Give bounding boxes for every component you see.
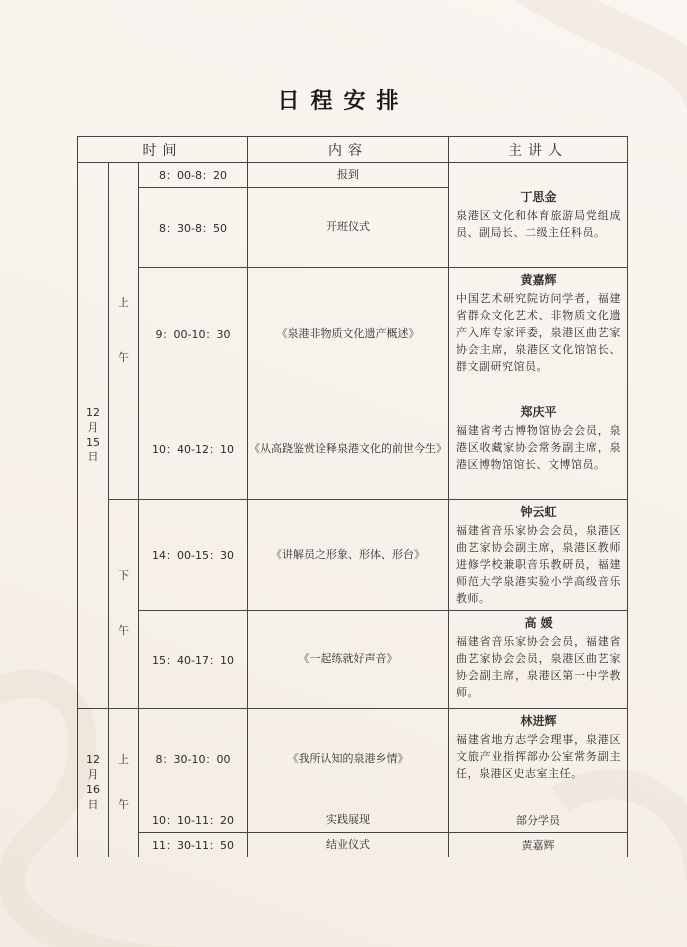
- speaker-cell: 黄嘉辉: [449, 833, 628, 857]
- content-cell: 结业仪式: [248, 833, 449, 857]
- speaker-name: 钟云虹: [520, 505, 557, 519]
- content-cell: 《一起练就好声音》: [248, 611, 449, 709]
- speaker-name: 高 媛: [524, 616, 553, 630]
- table-row: [78, 500, 628, 611]
- time-cell: 14：00-15：30: [139, 500, 248, 611]
- table-row: [78, 809, 628, 833]
- speaker-name: 丁思金: [520, 190, 557, 204]
- speaker-name: 林进辉: [520, 714, 557, 728]
- speaker-cell: [449, 709, 628, 809]
- table-row: [78, 163, 628, 188]
- page-title: 日程安排: [277, 88, 410, 114]
- speaker-bio: 泉港区文化和体育旅游局党组成员、副局长、二级主任科员。: [456, 209, 622, 239]
- period-label-afternoon: 下 午: [109, 500, 139, 709]
- speaker-cell: [449, 611, 628, 709]
- header-speaker: 主讲人: [449, 137, 628, 163]
- schedule-table: [77, 136, 628, 857]
- speaker-cell: [449, 268, 628, 400]
- time-cell: 10：10-11：20: [139, 809, 248, 833]
- table-row: [78, 709, 628, 809]
- content-cell: 《我所认知的泉港乡情》: [248, 709, 449, 809]
- speaker-bio: 中国艺术研究院访问学者，福建省群众文化艺术、非物质文化遗产入库专家评委，泉港区曲艺家协会主席，泉港区文化馆馆长、群文副研究馆员。: [456, 292, 622, 373]
- speaker-bio: 福建省地方志学会理事，泉港区文旅产业指挥部办公室常务副主任，泉港区史志室主任。: [456, 733, 622, 780]
- speaker-bio: 福建省音乐家协会会员，泉港区曲艺家协会副主席，泉港区教师进修学校兼职音乐教研员，福建师范大学泉港实验小学高级音乐教师。: [456, 524, 622, 605]
- speaker-name: 郑庆平: [520, 404, 557, 419]
- speaker-cell: 部分学员: [449, 809, 628, 833]
- table-header-row: [78, 137, 628, 163]
- speaker-name: 黄嘉辉: [520, 273, 557, 287]
- period-label-morning: 上 午: [109, 163, 139, 500]
- content-cell: 《泉港非物质文化遗产概述》: [248, 268, 449, 400]
- day-label-dec16: 12 月 16 日: [78, 709, 109, 857]
- content-cell: 《讲解员之形象、形体、形台》: [248, 500, 449, 611]
- time-cell: 15：40-17：10: [139, 611, 248, 709]
- header-content: 内容: [248, 137, 449, 163]
- time-cell: 10：40-12：10: [139, 400, 248, 500]
- speaker-cell: [449, 400, 628, 500]
- table-row: [78, 400, 628, 500]
- time-cell: 8：00-8：20: [139, 163, 248, 188]
- header-time: 时间: [78, 137, 248, 163]
- time-cell: 9：00-10：30: [139, 268, 248, 400]
- time-cell: 8：30-8：50: [139, 188, 248, 268]
- content-cell: 实践展现: [248, 809, 449, 833]
- period-label-morning: 上 午: [109, 709, 139, 857]
- content-cell: 报到: [248, 163, 449, 188]
- time-cell: 8：30-10：00: [139, 709, 248, 809]
- time-cell: 11：30-11：50: [139, 833, 248, 857]
- content-cell: 开班仪式: [248, 188, 449, 268]
- table-row: [78, 268, 628, 400]
- speaker-cell: [449, 500, 628, 611]
- day-label-dec15: 12 月 15 日: [78, 163, 109, 709]
- table-row: [78, 611, 628, 709]
- content-cell: 《从高跷鉴赏诠释泉港文化的前世今生》: [248, 400, 449, 500]
- speaker-bio: 福建省考古博物馆协会会员，泉港区收藏家协会常务副主席，泉港区博物馆馆长、文博馆员。: [456, 423, 622, 471]
- table-row: [78, 833, 628, 857]
- speaker-bio: 福建省音乐家协会会员，福建省曲艺家协会会员，泉港区曲艺家协会副主席，泉港区第一中学教师。: [456, 635, 622, 699]
- speaker-cell: [449, 163, 628, 268]
